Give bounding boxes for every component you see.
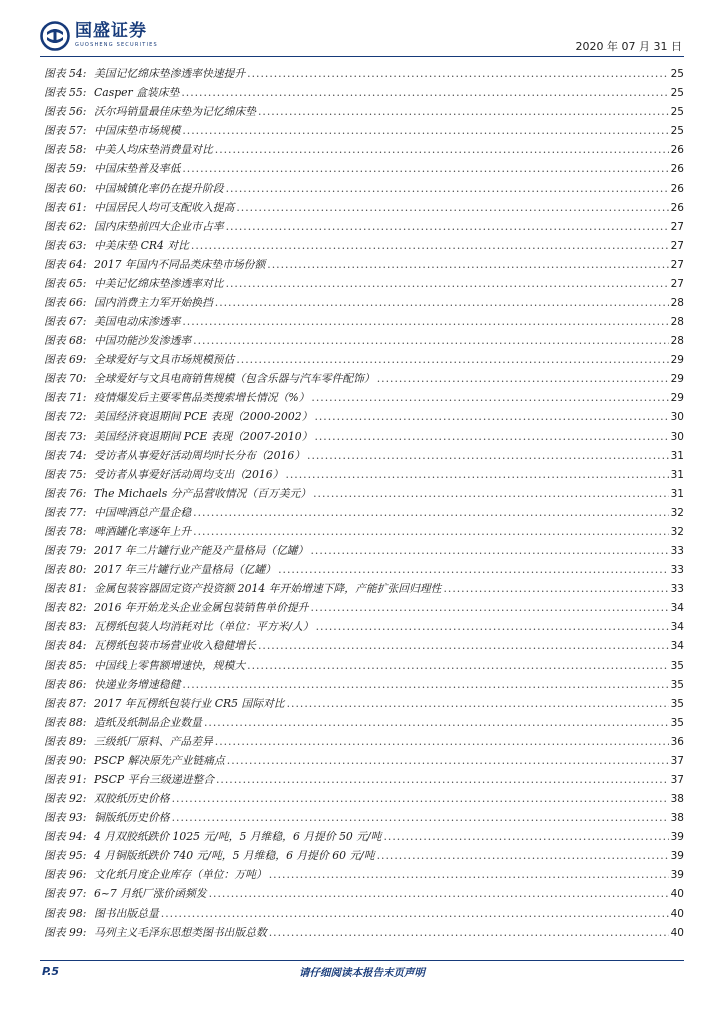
toc-leader-dots bbox=[226, 220, 669, 234]
toc-entry[interactable] bbox=[44, 921, 684, 940]
toc-entry-title: 铜版纸历史价格 bbox=[94, 811, 170, 825]
toc-entry[interactable] bbox=[44, 329, 684, 348]
toc-entry-title: 2017 年二片罐行业产能及产量格局（亿罐） bbox=[94, 544, 309, 558]
toc-entry-label: 图表 69: bbox=[44, 353, 87, 367]
toc-entry[interactable] bbox=[44, 138, 684, 157]
toc-entry-page: 36 bbox=[670, 735, 684, 748]
toc-entry-page: 25 bbox=[670, 106, 684, 119]
toc-entry[interactable] bbox=[44, 501, 684, 520]
toc-entry[interactable] bbox=[44, 730, 684, 749]
toc-entry-page: 28 bbox=[670, 335, 684, 348]
toc-entry-title: 马列主义毛泽东思想类图书出版总数 bbox=[94, 925, 267, 939]
toc-leader-dots bbox=[236, 353, 668, 367]
toc-entry-label: 图表 94: bbox=[44, 830, 87, 844]
toc-entry-title: 中国床垫普及率低 bbox=[94, 162, 181, 176]
toc-entry-page: 25 bbox=[670, 125, 684, 138]
toc-leader-dots bbox=[215, 735, 669, 749]
toc-entry-page: 26 bbox=[670, 201, 684, 214]
toc-entry-page: 39 bbox=[670, 831, 684, 844]
toc-entry-label: 图表 66: bbox=[44, 296, 87, 310]
toc-entry-label: 图表 81: bbox=[44, 582, 87, 596]
toc-entry[interactable] bbox=[44, 196, 684, 215]
toc-leader-dots bbox=[236, 201, 668, 215]
toc-leader-dots bbox=[181, 86, 668, 100]
toc-entry-title: 受访者从事爱好活动周均支出（2016） bbox=[94, 467, 284, 481]
footer-divider bbox=[40, 960, 684, 961]
toc-entry[interactable] bbox=[44, 768, 684, 787]
toc-entry[interactable] bbox=[44, 577, 684, 596]
toc-entry-title: 疫情爆发后主要零售品类搜索增长情况（%） bbox=[94, 391, 310, 405]
toc-entry[interactable] bbox=[44, 806, 684, 825]
toc-entry-label: 图表 83: bbox=[44, 620, 87, 634]
toc-entry-page: 32 bbox=[670, 525, 684, 538]
toc-entry-page: 25 bbox=[670, 68, 684, 81]
toc-entry[interactable] bbox=[44, 234, 684, 253]
figure-list bbox=[44, 62, 684, 940]
toc-entry[interactable] bbox=[44, 367, 684, 386]
toc-leader-dots bbox=[258, 639, 669, 653]
toc-entry-label: 图表 63: bbox=[44, 238, 87, 252]
toc-entry[interactable] bbox=[44, 673, 684, 692]
toc-entry[interactable] bbox=[44, 692, 684, 711]
toc-leader-dots bbox=[313, 487, 669, 501]
toc-leader-dots bbox=[314, 430, 668, 444]
toc-entry-label: 图表 58: bbox=[44, 143, 87, 157]
toc-entry-label: 图表 87: bbox=[44, 696, 87, 710]
toc-entry-page: 35 bbox=[670, 697, 684, 710]
toc-entry-label: 图表 92: bbox=[44, 792, 87, 806]
toc-entry-label: 图表 71: bbox=[44, 391, 87, 405]
toc-leader-dots bbox=[278, 563, 669, 577]
toc-entry-label: 图表 64: bbox=[44, 257, 87, 271]
page-header bbox=[0, 0, 724, 60]
toc-leader-dots bbox=[247, 659, 668, 673]
toc-entry[interactable] bbox=[44, 901, 684, 920]
toc-entry[interactable] bbox=[44, 62, 684, 81]
toc-leader-dots bbox=[193, 525, 668, 539]
toc-leader-dots bbox=[204, 716, 669, 730]
report-date: 2020 年 07 月 31 日 bbox=[575, 40, 682, 53]
toc-leader-dots bbox=[193, 506, 668, 520]
toc-entry[interactable] bbox=[44, 348, 684, 367]
toc-entry[interactable] bbox=[44, 157, 684, 176]
toc-leader-dots bbox=[209, 887, 669, 901]
toc-entry-title: 受访者从事爱好活动周均时长分布（2016） bbox=[94, 448, 306, 462]
toc-entry[interactable] bbox=[44, 424, 684, 443]
toc-entry-page: 40 bbox=[670, 888, 684, 901]
toc-entry-page: 27 bbox=[670, 277, 684, 290]
toc-entry[interactable] bbox=[44, 825, 684, 844]
toc-entry-label: 图表 84: bbox=[44, 639, 87, 653]
toc-entry-page: 28 bbox=[670, 297, 684, 310]
toc-entry-title: 沃尔玛销量最佳床垫为记忆绵床垫 bbox=[94, 105, 256, 119]
toc-entry-title: 快递业务增速稳健 bbox=[94, 677, 181, 691]
toc-entry-title: 中美记忆绵床垫渗透率对比 bbox=[94, 276, 224, 290]
toc-entry-title: 造纸及纸制品企业数量 bbox=[94, 715, 202, 729]
toc-entry-page: 27 bbox=[670, 220, 684, 233]
toc-entry-label: 图表 73: bbox=[44, 429, 87, 443]
toc-leader-dots bbox=[172, 811, 669, 825]
toc-entry-title: 美国记忆绵床垫渗透率快速提升 bbox=[94, 67, 246, 81]
toc-entry[interactable] bbox=[44, 844, 684, 863]
toc-entry-title: 中美人均床垫消费量对比 bbox=[94, 143, 213, 157]
toc-entry-label: 图表 57: bbox=[44, 124, 87, 138]
toc-entry-page: 34 bbox=[670, 640, 684, 653]
toc-entry-label: 图表 65: bbox=[44, 276, 87, 290]
toc-entry-label: 图表 98: bbox=[44, 906, 87, 920]
toc-leader-dots bbox=[377, 372, 669, 386]
toc-entry-label: 图表 62: bbox=[44, 219, 87, 233]
toc-entry[interactable] bbox=[44, 615, 684, 634]
toc-entry-label: 图表 60: bbox=[44, 181, 87, 195]
toc-entry-page: 26 bbox=[670, 163, 684, 176]
toc-leader-dots bbox=[182, 678, 668, 692]
toc-entry-title: 全球爱好与文具市场规模预估 bbox=[94, 353, 235, 367]
toc-entry-title: 瓦楞纸包装市场营业收入稳健增长 bbox=[94, 639, 256, 653]
toc-entry-page: 33 bbox=[670, 583, 684, 596]
toc-entry-page: 33 bbox=[670, 545, 684, 558]
toc-entry[interactable] bbox=[44, 653, 684, 672]
toc-entry-title: 中国居民人均可支配收入提高 bbox=[94, 200, 235, 214]
toc-entry-page: 38 bbox=[670, 793, 684, 806]
toc-entry-title: 文化纸月度企业库存（单位：万吨） bbox=[94, 868, 267, 882]
toc-entry-title: 2017 年国内不同品类床垫市场份额 bbox=[94, 257, 266, 271]
toc-entry-page: 38 bbox=[670, 812, 684, 825]
toc-leader-dots bbox=[267, 258, 668, 272]
toc-entry-label: 图表 55: bbox=[44, 86, 87, 100]
toc-entry[interactable] bbox=[44, 272, 684, 291]
toc-entry-page: 30 bbox=[670, 430, 684, 443]
toc-entry-page: 27 bbox=[670, 239, 684, 252]
toc-entry[interactable] bbox=[44, 215, 684, 234]
toc-entry[interactable] bbox=[44, 444, 684, 463]
toc-entry[interactable] bbox=[44, 863, 684, 882]
toc-entry-page: 35 bbox=[670, 678, 684, 691]
toc-leader-dots bbox=[269, 926, 669, 940]
toc-entry-page: 29 bbox=[670, 392, 684, 405]
toc-entry-page: 35 bbox=[670, 716, 684, 729]
toc-leader-dots bbox=[215, 143, 669, 157]
toc-entry-page: 29 bbox=[670, 354, 684, 367]
page-number: P.5 bbox=[42, 965, 60, 978]
toc-entry[interactable] bbox=[44, 463, 684, 482]
toc-entry-title: 图书出版总量 bbox=[94, 906, 159, 920]
toc-entry[interactable] bbox=[44, 882, 684, 901]
toc-entry-title: 2017 年瓦楞纸包装行业 CR5 国际对比 bbox=[94, 696, 285, 710]
toc-leader-dots bbox=[182, 162, 668, 176]
toc-entry-label: 图表 61: bbox=[44, 200, 87, 214]
toc-leader-dots bbox=[182, 315, 668, 329]
toc-entry-title: PSCP 解决原先产业链痛点 bbox=[94, 753, 225, 767]
toc-entry-label: 图表 67: bbox=[44, 315, 87, 329]
toc-entry-label: 图表 82: bbox=[44, 601, 87, 615]
toc-entry-page: 26 bbox=[670, 144, 684, 157]
toc-entry[interactable] bbox=[44, 100, 684, 119]
toc-entry-page: 32 bbox=[670, 506, 684, 519]
toc-leader-dots bbox=[310, 544, 668, 558]
toc-leader-dots bbox=[258, 105, 669, 119]
toc-entry-label: 图表 68: bbox=[44, 334, 87, 348]
toc-entry-page: 34 bbox=[670, 621, 684, 634]
toc-entry-label: 图表 72: bbox=[44, 410, 87, 424]
toc-entry-page: 25 bbox=[670, 87, 684, 100]
toc-leader-dots bbox=[247, 67, 668, 81]
toc-entry-title: 美国电动床渗透率 bbox=[94, 315, 181, 329]
toc-entry-label: 图表 90: bbox=[44, 753, 87, 767]
toc-leader-dots bbox=[226, 182, 669, 196]
toc-leader-dots bbox=[191, 239, 669, 253]
toc-entry[interactable] bbox=[44, 634, 684, 653]
toc-entry-title: Casper 盒装床垫 bbox=[94, 86, 180, 100]
toc-entry-title: 4 月双胶纸跌价 1025 元/吨，5 月维稳，6 月提价 50 元/吨 bbox=[94, 830, 382, 844]
toc-leader-dots bbox=[182, 124, 668, 138]
toc-entry[interactable] bbox=[44, 520, 684, 539]
toc-entry[interactable] bbox=[44, 749, 684, 768]
toc-leader-dots bbox=[285, 468, 668, 482]
toc-entry[interactable] bbox=[44, 81, 684, 100]
toc-leader-dots bbox=[310, 601, 668, 615]
toc-entry-label: 图表 59: bbox=[44, 162, 87, 176]
logo-english-name: GUOSHENG SECURITIES bbox=[75, 42, 158, 48]
toc-entry[interactable] bbox=[44, 176, 684, 195]
toc-leader-dots bbox=[314, 410, 668, 424]
toc-entry[interactable] bbox=[44, 482, 684, 501]
toc-entry-page: 30 bbox=[670, 411, 684, 424]
toc-entry-label: 图表 91: bbox=[44, 772, 87, 786]
toc-entry-title: 金属包装容器固定资产投资额 2014 年开始增速下降，产能扩张回归理性 bbox=[94, 582, 442, 596]
toc-entry-title: 三级纸厂原料、产品差异 bbox=[94, 734, 213, 748]
toc-entry-title: 中美床垫 CR4 对比 bbox=[94, 238, 189, 252]
toc-entry-page: 28 bbox=[670, 316, 684, 329]
toc-entry-page: 31 bbox=[670, 449, 684, 462]
toc-entry-label: 图表 96: bbox=[44, 868, 87, 882]
toc-entry[interactable] bbox=[44, 310, 684, 329]
toc-entry[interactable] bbox=[44, 291, 684, 310]
toc-entry-label: 图表 56: bbox=[44, 105, 87, 119]
toc-entry-label: 图表 75: bbox=[44, 467, 87, 481]
toc-entry-title: 中国床垫市场规模 bbox=[94, 124, 181, 138]
toc-entry-title: 中国功能沙发渗透率 bbox=[94, 334, 192, 348]
toc-entry[interactable] bbox=[44, 596, 684, 615]
toc-entry-title: 中国啤酒总产量企稳 bbox=[94, 505, 192, 519]
toc-leader-dots bbox=[226, 277, 669, 291]
toc-entry-page: 35 bbox=[670, 659, 684, 672]
toc-entry[interactable] bbox=[44, 119, 684, 138]
toc-entry-label: 图表 97: bbox=[44, 887, 87, 901]
toc-entry-label: 图表 86: bbox=[44, 677, 87, 691]
toc-leader-dots bbox=[311, 391, 668, 405]
toc-entry-title: 国内床垫前四大企业市占率 bbox=[94, 219, 224, 233]
toc-entry-label: 图表 54: bbox=[44, 67, 87, 81]
toc-leader-dots bbox=[316, 620, 669, 634]
toc-entry[interactable] bbox=[44, 386, 684, 405]
toc-entry-title: 6~7 月纸厂涨价函频发 bbox=[94, 887, 207, 901]
toc-entry-title: 4 月铜版纸跌价 740 元/吨，5 月维稳，6 月提价 60 元/吨 bbox=[94, 849, 375, 863]
toc-entry-label: 图表 78: bbox=[44, 524, 87, 538]
toc-entry[interactable] bbox=[44, 539, 684, 558]
toc-entry-page: 37 bbox=[670, 773, 684, 786]
toc-entry-label: 图表 99: bbox=[44, 925, 87, 939]
toc-entry-title: 全球爱好与文具电商销售规模（包含乐器与汽车零件配饰） bbox=[94, 372, 375, 386]
toc-entry[interactable] bbox=[44, 711, 684, 730]
toc-entry-page: 39 bbox=[670, 850, 684, 863]
toc-entry-label: 图表 89: bbox=[44, 734, 87, 748]
toc-entry-page: 40 bbox=[670, 907, 684, 920]
toc-entry[interactable] bbox=[44, 558, 684, 577]
company-logo bbox=[40, 21, 158, 55]
toc-entry-title: 瓦楞纸包装人均消耗对比（单位：平方米/人） bbox=[94, 620, 314, 634]
toc-entry-page: 27 bbox=[670, 258, 684, 271]
toc-leader-dots bbox=[383, 830, 668, 844]
toc-leader-dots bbox=[307, 449, 669, 463]
toc-entry-page: 34 bbox=[670, 602, 684, 615]
toc-leader-dots bbox=[161, 907, 669, 921]
toc-entry-label: 图表 79: bbox=[44, 544, 87, 558]
toc-entry-label: 图表 76: bbox=[44, 486, 87, 500]
toc-entry-page: 26 bbox=[670, 182, 684, 195]
toc-entry-label: 图表 74: bbox=[44, 448, 87, 462]
toc-entry-title: 中国城镇化率仍在提升阶段 bbox=[94, 181, 224, 195]
toc-entry-title: 2017 年三片罐行业产量格局（亿罐） bbox=[94, 563, 277, 577]
toc-entry-title: 美国经济衰退期间 PCE 表现（2000-2002） bbox=[94, 410, 313, 424]
toc-entry-label: 图表 93: bbox=[44, 811, 87, 825]
toc-entry-title: 啤酒罐化率逐年上升 bbox=[94, 524, 192, 538]
toc-entry-label: 图表 70: bbox=[44, 372, 87, 386]
toc-leader-dots bbox=[227, 754, 669, 768]
toc-leader-dots bbox=[172, 792, 669, 806]
toc-leader-dots bbox=[216, 773, 669, 787]
toc-entry-title: PSCP 平台三级递进整合 bbox=[94, 772, 214, 786]
logo-chinese-name: 国盛证券 bbox=[75, 21, 147, 41]
toc-leader-dots bbox=[377, 849, 669, 863]
footer-disclaimer: 请仔细阅读本报告末页声明 bbox=[299, 967, 425, 979]
toc-entry-title: The Michaels 分产品营收情况（百万美元） bbox=[94, 486, 312, 500]
toc-leader-dots bbox=[287, 697, 669, 711]
toc-entry-label: 图表 77: bbox=[44, 505, 87, 519]
toc-entry[interactable] bbox=[44, 253, 684, 272]
toc-leader-dots bbox=[443, 582, 668, 596]
toc-entry-title: 美国经济衰退期间 PCE 表现（2007-2010） bbox=[94, 429, 313, 443]
toc-entry-page: 33 bbox=[670, 564, 684, 577]
toc-entry-page: 37 bbox=[670, 754, 684, 767]
toc-entry-page: 31 bbox=[670, 487, 684, 500]
toc-entry-page: 40 bbox=[670, 926, 684, 939]
toc-entry-title: 中国线上零售额增速快，规模大 bbox=[94, 658, 246, 672]
toc-leader-dots bbox=[193, 334, 668, 348]
toc-entry-page: 39 bbox=[670, 869, 684, 882]
toc-entry-title: 双胶纸历史价格 bbox=[94, 792, 170, 806]
toc-entry[interactable] bbox=[44, 787, 684, 806]
toc-leader-dots bbox=[269, 868, 669, 882]
toc-entry-label: 图表 85: bbox=[44, 658, 87, 672]
toc-entry-title: 国内消费主力军开始换挡 bbox=[94, 296, 213, 310]
logo-mark-icon bbox=[40, 21, 70, 51]
toc-entry[interactable] bbox=[44, 405, 684, 424]
toc-entry-label: 图表 95: bbox=[44, 849, 87, 863]
toc-entry-page: 31 bbox=[670, 468, 684, 481]
toc-leader-dots bbox=[215, 296, 669, 310]
toc-entry-label: 图表 88: bbox=[44, 715, 87, 729]
header-divider bbox=[40, 56, 684, 57]
toc-entry-page: 29 bbox=[670, 373, 684, 386]
toc-entry-title: 2016 年开始龙头企业金属包装销售单价提升 bbox=[94, 601, 309, 615]
toc-entry-label: 图表 80: bbox=[44, 563, 87, 577]
